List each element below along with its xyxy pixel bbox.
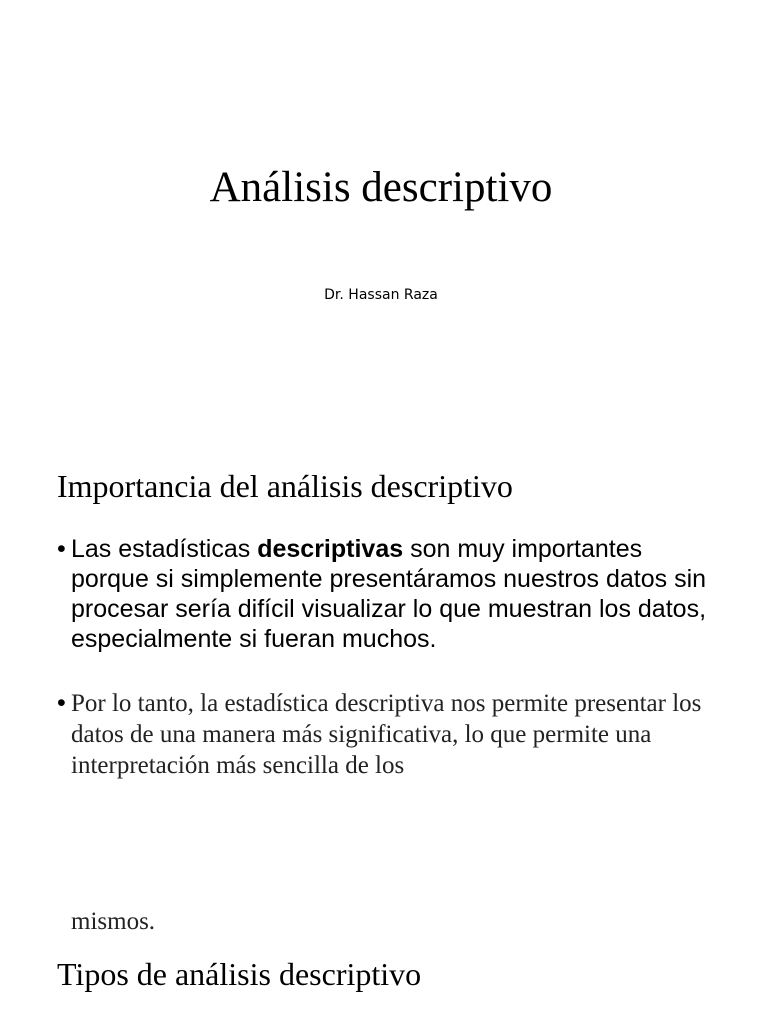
bullet-marker: • [57,535,66,563]
slide-title: Análisis descriptivo [209,164,553,211]
bullet-item [57,688,717,781]
slide-author: Dr. Hassan Raza [324,287,438,303]
bullet-item [57,534,717,654]
bullet-text: Por lo tanto, la estadística descriptiva nos permite presentar los datos de una manera más significativa, lo que permite una interpretación más sencilla de los [71,690,702,779]
bullet-text-part: son muy importantes porque si simplemente presentáramos nuestros datos sin procesar sería difícil visualizar lo que muestran los datos, especialmente si fueran muchos. [71,535,707,653]
bullet-bold-term: descriptivas [257,535,404,563]
section-heading-importancia: Importancia del análisis descriptivo [57,468,513,504]
bullet-marker: • [57,689,66,717]
bullet-text [71,534,717,654]
bullet-text-part: Las estadísticas [71,535,258,563]
bullet-text-continuation: mismos. [71,908,156,935]
section-heading-tipos: Tipos de análisis descriptivo [57,956,422,992]
